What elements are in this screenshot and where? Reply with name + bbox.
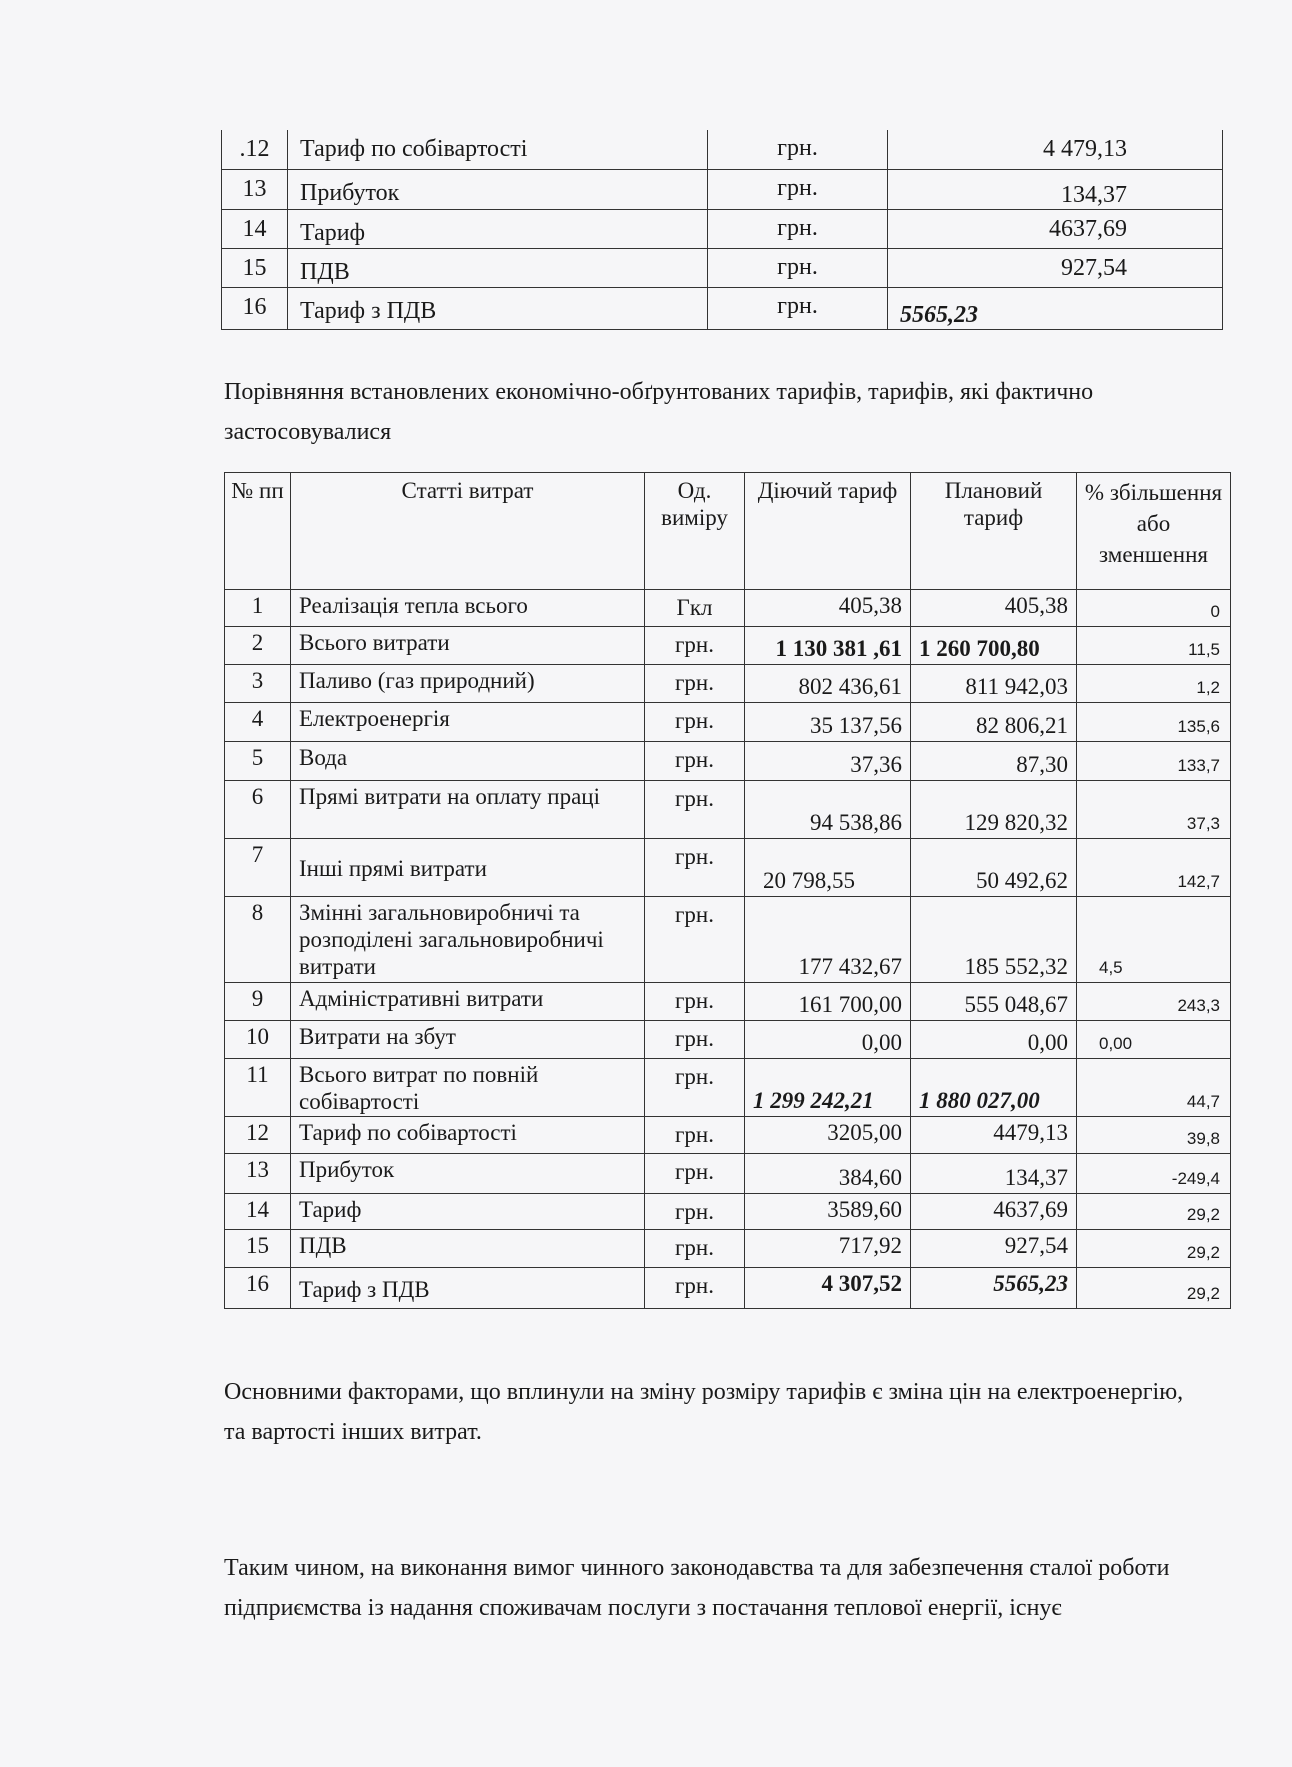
tariff-summary-table	[221, 130, 1223, 330]
table-row	[225, 742, 1231, 781]
row-name: Витрати на збут	[291, 1021, 645, 1059]
table-row	[225, 897, 1231, 983]
row-name: Тариф	[288, 209, 708, 248]
row-name: Електроенергія	[291, 703, 645, 742]
header-cost-items: Статті витрат	[291, 473, 645, 590]
row-percent: 133,7	[1077, 742, 1231, 781]
row-unit: грн.	[645, 703, 745, 742]
row-percent: 0	[1077, 590, 1231, 627]
row-current: 1 299 242,21	[745, 1059, 911, 1117]
row-current: 35 137,56	[745, 703, 911, 742]
row-planned: 87,30	[911, 742, 1077, 781]
table-row	[225, 627, 1231, 665]
row-planned: 405,38	[911, 590, 1077, 627]
row-unit: Гкл	[645, 590, 745, 627]
table-row	[225, 983, 1231, 1021]
row-unit: грн.	[645, 897, 745, 983]
row-number: 10	[225, 1021, 291, 1059]
table-row	[225, 665, 1231, 703]
row-unit: грн.	[708, 209, 888, 248]
row-name: Тариф по собівартості	[291, 1117, 645, 1154]
row-name: Інші прямі витрати	[291, 839, 645, 897]
row-unit: грн.	[708, 287, 888, 329]
header-number: № пп	[225, 473, 291, 590]
row-current: 3589,60	[745, 1194, 911, 1230]
row-percent: 11,5	[1077, 627, 1231, 665]
row-name: ПДВ	[291, 1230, 645, 1268]
row-current: 384,60	[745, 1154, 911, 1194]
row-percent: 44,7	[1077, 1059, 1231, 1117]
row-number: 13	[222, 169, 288, 209]
table-header-row	[225, 473, 1231, 590]
table-row	[225, 1194, 1231, 1230]
row-unit: грн.	[645, 1230, 745, 1268]
row-percent: 243,3	[1077, 983, 1231, 1021]
row-current: 0,00	[745, 1021, 911, 1059]
row-planned: 50 492,62	[911, 839, 1077, 897]
row-current: 37,36	[745, 742, 911, 781]
header-unit: Од. виміру	[645, 473, 745, 590]
row-planned: 811 942,03	[911, 665, 1077, 703]
row-percent: 29,2	[1077, 1268, 1231, 1309]
row-unit: грн.	[645, 665, 745, 703]
row-percent: 0,00	[1077, 1021, 1231, 1059]
row-percent: 142,7	[1077, 839, 1231, 897]
row-name: Паливо (газ природний)	[291, 665, 645, 703]
row-unit: грн.	[708, 248, 888, 287]
row-percent: -249,4	[1077, 1154, 1231, 1194]
row-unit: грн.	[645, 1268, 745, 1309]
row-number: 11	[225, 1059, 291, 1117]
table-row	[222, 248, 1223, 287]
row-planned: 129 820,32	[911, 781, 1077, 839]
table-row	[225, 1230, 1231, 1268]
row-value: 927,54	[888, 248, 1223, 287]
row-current: 1 130 381 ,61	[745, 627, 911, 665]
intro-paragraph: Порівняння встановлених економічно-обґрунтованих тарифів, тарифів, які фактично застосовувалися	[224, 379, 1094, 445]
row-name: Вода	[291, 742, 645, 781]
row-number: 5	[225, 742, 291, 781]
row-unit: грн.	[645, 1154, 745, 1194]
row-name: Прибуток	[291, 1154, 645, 1194]
row-unit: грн.	[645, 983, 745, 1021]
row-number: 1	[225, 590, 291, 627]
row-number: .12	[222, 130, 288, 169]
row-number: 12	[225, 1117, 291, 1154]
row-name: Змінні загальновиробничі та розподілені загальновиробничі витрати	[291, 897, 645, 983]
row-number: 6	[225, 781, 291, 839]
table-row	[222, 287, 1223, 329]
row-value: 4637,69	[888, 209, 1223, 248]
table-row	[225, 1021, 1231, 1059]
table-row	[225, 839, 1231, 897]
row-current: 717,92	[745, 1230, 911, 1268]
tariff-comparison-table	[224, 472, 1231, 1309]
row-unit: грн.	[708, 169, 888, 209]
row-planned: 1 880 027,00	[911, 1059, 1077, 1117]
row-current: 4 307,52	[745, 1268, 911, 1309]
row-current: 20 798,55	[745, 839, 911, 897]
row-number: 16	[225, 1268, 291, 1309]
row-name: Реалізація тепла всього	[291, 590, 645, 627]
row-number: 4	[225, 703, 291, 742]
row-name: Всього витрат по повній собівартості	[291, 1059, 645, 1117]
row-number: 16	[222, 287, 288, 329]
table-row	[225, 590, 1231, 627]
row-percent: 4,5	[1077, 897, 1231, 983]
row-percent: 29,2	[1077, 1230, 1231, 1268]
row-planned: 134,37	[911, 1154, 1077, 1194]
row-planned: 555 048,67	[911, 983, 1077, 1021]
row-name: Прибуток	[288, 169, 708, 209]
row-number: 7	[225, 839, 291, 897]
row-unit: грн.	[645, 742, 745, 781]
row-planned: 185 552,32	[911, 897, 1077, 983]
row-number: 3	[225, 665, 291, 703]
row-number: 15	[222, 248, 288, 287]
header-change-percent: % збільшення або зменшення	[1077, 473, 1231, 590]
row-planned: 4479,13	[911, 1117, 1077, 1154]
table-row	[222, 130, 1223, 169]
conclusion-paragraph: Основними факторами, що вплинули на зміну розміру тарифів є зміна цін на електроенергію, та вартості інших витрат.	[224, 1379, 1184, 1445]
row-name: Адміністративні витрати	[291, 983, 645, 1021]
row-name: Тариф	[291, 1194, 645, 1230]
row-percent: 29,2	[1077, 1194, 1231, 1230]
row-unit: грн.	[645, 781, 745, 839]
row-percent: 39,8	[1077, 1117, 1231, 1154]
row-planned: 0,00	[911, 1021, 1077, 1059]
row-number: 2	[225, 627, 291, 665]
row-value: 134,37	[888, 169, 1223, 209]
row-planned: 1 260 700,80	[911, 627, 1077, 665]
row-planned: 4637,69	[911, 1194, 1077, 1230]
row-name: Прямі витрати на оплату праці	[291, 781, 645, 839]
table-row	[225, 1117, 1231, 1154]
header-current-tariff: Діючий тариф	[745, 473, 911, 590]
row-value: 5565,23	[888, 287, 1223, 329]
row-unit: грн.	[645, 1194, 745, 1230]
row-number: 15	[225, 1230, 291, 1268]
row-current: 161 700,00	[745, 983, 911, 1021]
table-row	[225, 781, 1231, 839]
row-value: 4 479,13	[888, 130, 1223, 169]
row-current: 94 538,86	[745, 781, 911, 839]
table-row	[225, 703, 1231, 742]
row-name: Тариф з ПДВ	[291, 1268, 645, 1309]
table-row	[225, 1059, 1231, 1117]
row-planned: 5565,23	[911, 1268, 1077, 1309]
row-number: 13	[225, 1154, 291, 1194]
final-paragraph: Таким чином, на виконання вимог чинного законодавства та для забезпечення сталої роботи підприємства із надання споживачам послуги з постачання теплової енергії, існує	[224, 1555, 1170, 1621]
row-planned: 82 806,21	[911, 703, 1077, 742]
table-row	[222, 209, 1223, 248]
row-number: 14	[222, 209, 288, 248]
row-unit: грн.	[645, 1021, 745, 1059]
row-unit: грн.	[645, 1059, 745, 1117]
row-current: 405,38	[745, 590, 911, 627]
row-number: 9	[225, 983, 291, 1021]
row-percent: 37,3	[1077, 781, 1231, 839]
row-name: Тариф з ПДВ	[288, 287, 708, 329]
row-unit: грн.	[708, 130, 888, 169]
row-current: 177 432,67	[745, 897, 911, 983]
row-unit: грн.	[645, 839, 745, 897]
row-current: 3205,00	[745, 1117, 911, 1154]
row-name: Всього витрати	[291, 627, 645, 665]
row-current: 802 436,61	[745, 665, 911, 703]
row-percent: 1,2	[1077, 665, 1231, 703]
row-unit: грн.	[645, 1117, 745, 1154]
table-row	[222, 169, 1223, 209]
table-row	[225, 1154, 1231, 1194]
row-percent: 135,6	[1077, 703, 1231, 742]
header-planned-tariff: Плановий тариф	[911, 473, 1077, 590]
row-number: 14	[225, 1194, 291, 1230]
row-name: Тариф по собівартості	[288, 130, 708, 169]
row-number: 8	[225, 897, 291, 983]
row-planned: 927,54	[911, 1230, 1077, 1268]
row-name: ПДВ	[288, 248, 708, 287]
row-unit: грн.	[645, 627, 745, 665]
table-row	[225, 1268, 1231, 1309]
